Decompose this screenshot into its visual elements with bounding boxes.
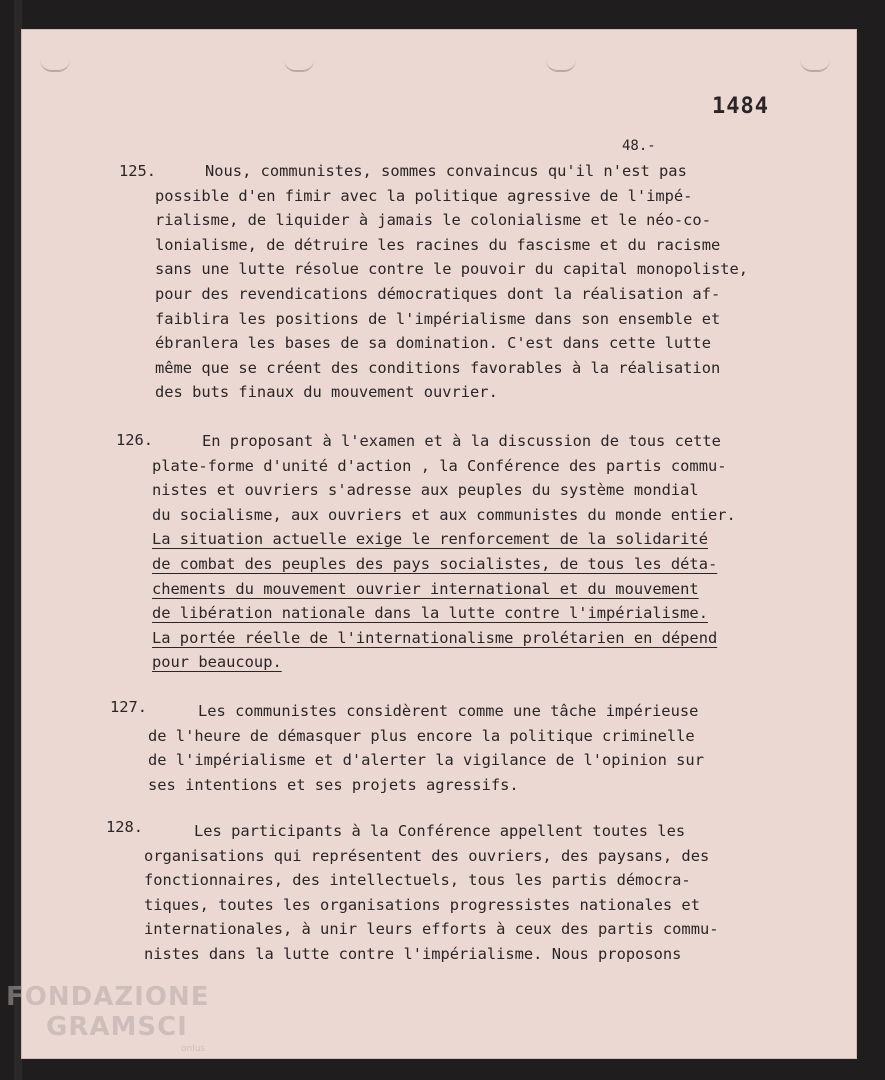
- text-line-underlined: La portée réelle de l'internationalisme prolétarien en dépend: [152, 628, 718, 647]
- text-line: fonctionnaires, des intellectuels, tous les partis démocra-: [144, 871, 691, 890]
- text-line: ses intentions et ses projets agressifs.: [148, 775, 519, 794]
- text-line: internationales, à unir leurs efforts à ceux des partis commu-: [144, 920, 719, 939]
- paragraph-number: 125.: [119, 162, 157, 180]
- text-line: des buts finaux du mouvement ouvrier.: [155, 383, 498, 402]
- text-line: pour des revendications démocratiques dont la réalisation af-: [155, 285, 721, 303]
- text-line: de l'heure de démasquer plus encore la politique criminelle: [148, 726, 695, 745]
- text-line-underlined: de libération nationale dans la lutte contre l'impérialisme.: [152, 604, 708, 623]
- text-line-underlined: chements du mouvement ouvrier international et du mouvement: [152, 579, 699, 598]
- document-page: [22, 30, 856, 1058]
- text-line: tiques, toutes les organisations progressistes nationales et: [144, 895, 700, 914]
- text-line: ébranlera les bases de sa domination. C'est dans cette lutte: [155, 334, 711, 353]
- binder-clip-mark: [40, 58, 70, 72]
- paragraph-number: 128.: [106, 818, 144, 836]
- page-number: 48.-: [622, 138, 656, 154]
- binder-clip-mark: [284, 58, 314, 72]
- text-line: Nous, communistes, sommes convaincus qu'il n'est pas: [205, 162, 687, 180]
- text-line: nistes dans la lutte contre l'impérialisme. Nous proposons: [144, 945, 682, 963]
- scan-edge: [14, 0, 22, 1080]
- watermark-line-1: FONDAZIONE: [6, 982, 210, 1012]
- watermark-line-2: GRAMSCI: [46, 1012, 188, 1042]
- binder-clip-mark: [546, 58, 576, 72]
- archive-number: 1484: [712, 94, 769, 119]
- text-line: possible d'en fimir avec la politique agressive de l'impé-: [155, 186, 693, 205]
- text-line: de l'impérialisme et d'alerter la vigilance de l'opinion sur: [148, 751, 704, 770]
- text-line: Les communistes considèrent comme une tâche impérieuse: [198, 702, 699, 720]
- binder-clip-mark: [800, 58, 830, 72]
- text-line: faiblira les positions de l'impérialisme dans son ensemble et: [155, 309, 721, 328]
- text-line: En proposant à l'examen et à la discussion de tous cette: [202, 432, 721, 450]
- text-line: du socialisme, aux ouvriers et aux communistes du monde entier.: [152, 505, 736, 524]
- watermark-line-3: onlus: [181, 1044, 206, 1054]
- text-line: rialisme, de liquider à jamais le colonialisme et le néo-co-: [155, 211, 711, 230]
- text-line: lonialisme, de détruire les racines du fascisme et du racisme: [155, 235, 721, 254]
- text-line-underlined: pour beaucoup.: [152, 653, 282, 672]
- text-line-underlined: La situation actuelle exige le renforcement de la solidarité: [152, 530, 708, 549]
- text-line: plate-forme d'unité d'action , la Conférence des partis commu-: [152, 456, 727, 475]
- text-line: nistes et ouvriers s'adresse aux peuples du système mondial: [152, 481, 699, 500]
- text-line: organisations qui représentent des ouvriers, des paysans, des: [144, 846, 710, 865]
- text-line: sans une lutte résolue contre le pouvoir du capital monopoliste,: [155, 260, 749, 279]
- fondazione-gramsci-watermark: [6, 982, 210, 1054]
- text-line-underlined: de combat des peuples des pays socialistes, de tous les déta-: [152, 555, 718, 573]
- text-line: Les participants à la Conférence appellent toutes les: [194, 822, 686, 840]
- paragraph-number: 127.: [110, 698, 148, 716]
- paragraph-number: 126.: [116, 431, 154, 449]
- text-line: même que se créent des conditions favorables à la réalisation: [155, 358, 721, 377]
